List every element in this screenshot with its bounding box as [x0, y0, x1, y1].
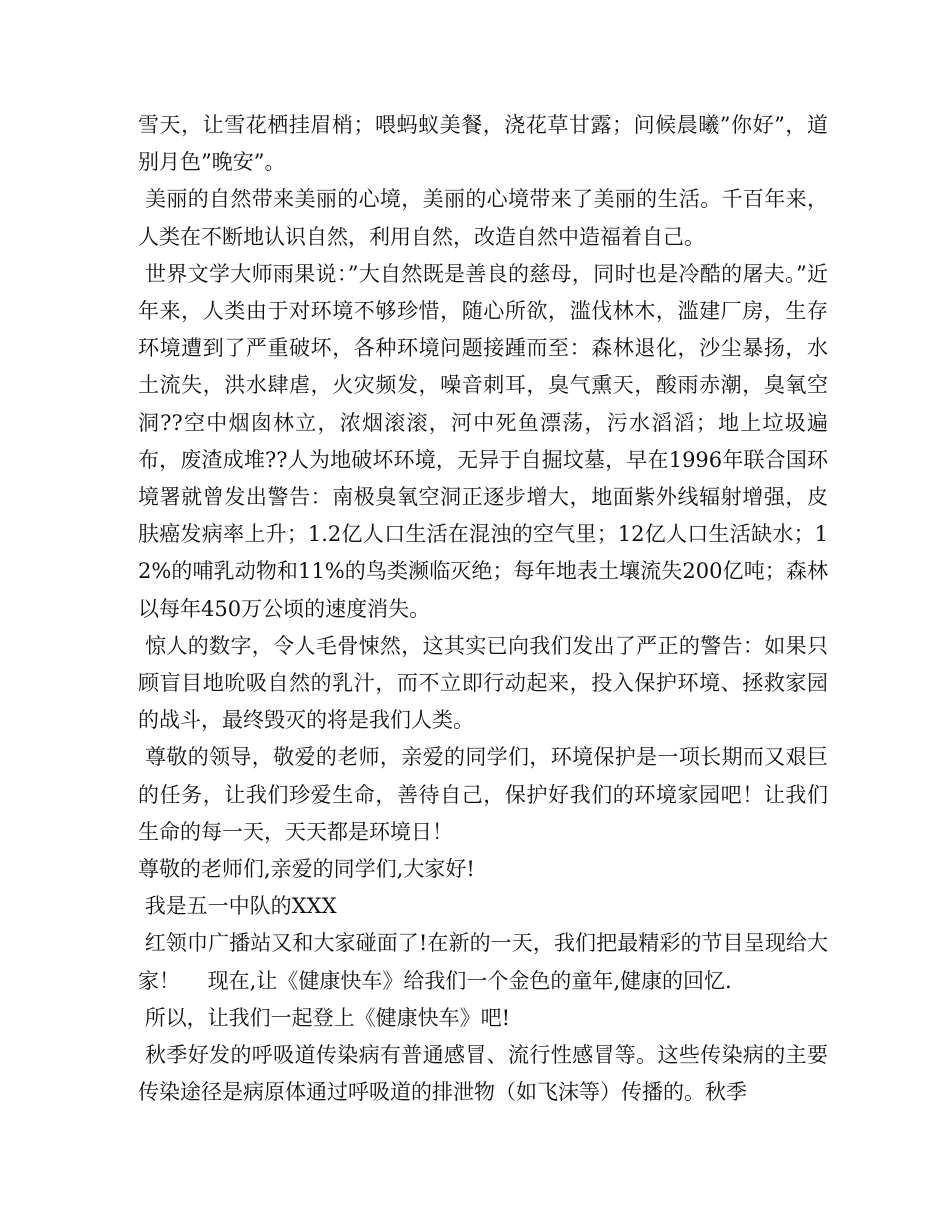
body-text — [138, 107, 828, 1111]
paragraph-self-intro: 我是五一中队的XXX — [138, 894, 337, 919]
paragraph-autumn-disease: 秋季好发的呼吸道传染病有普通感冒、流行性感冒等。这些传染病的主要传染途径是病原体通过呼吸道的排泄物（如飞沫等）传播的。秋季 — [138, 1043, 828, 1105]
paragraph-environment-call: 尊敬的领导，敬爱的老师，亲爱的同学们，环境保护是一项长期而又艰巨的任务，让我们珍爱生命，善待自己，保护好我们的环境家园吧！让我们生命的每一天，天天都是环境日！ — [138, 745, 828, 844]
paragraph-greeting: 尊敬的老师们,亲爱的同学们,大家好! — [138, 857, 475, 882]
paragraph-nature-mood: 美丽的自然带来美丽的心境，美丽的心境带来了美丽的生活。千百年来，人类在不断地认识自然，利用自然，改造自然中造福着自己。 — [138, 187, 828, 249]
paragraph-hugo-quote: 世界文学大师雨果说：”大自然既是善良的慈母，同时也是冷酷的屠夫。”近年来，人类由于对环境不够珍惜，随心所欲，滥伐林木，滥建厂房，生存环境遭到了严重破坏，各种环境问题接踵而至：森林退化，沙尘暴扬，水土流失，洪水肆虐，火灾频发，噪音刺耳，臭气熏天，酸雨赤潮，臭氧空洞??空中烟囱林立，浓烟滚滚，河中死鱼漂荡，污水滔滔；地上垃圾遍布，废渣成堆??人为地破坏环境，无异于自掘坟墓，早在1996年联合国环境署就曾发出警告：南极臭氧空洞正逐步增大，地面紫外线辐射增强，皮肤癌发病率上升；1.2亿人口生活在混浊的空气里；12亿人口生活缺水；12%的哺乳动物和11%的鸟类濒临灭绝；每年地表土壤流失200亿吨；森林以每年450万公顷的速度消失。 — [138, 261, 828, 621]
paragraph-broadcast-intro: 红领巾广播站又和大家碰面了!在新的一天，我们把最精彩的节目呈现给大家！ 现在,让《健康快车》给我们一个金色的童年,健康的回忆. — [138, 931, 828, 993]
paragraph-health-express: 所以，让我们一起登上《健康快车》吧! — [138, 1005, 511, 1030]
paragraph-snow-day: 雪天，让雪花栖挂眉梢；喂蚂蚁美餐，浇花草甘露；问候晨曦”你好”，道别月色”晚安”。 — [138, 113, 828, 175]
paragraph-shocking-numbers: 惊人的数字，令人毛骨悚然，这其实已向我们发出了严正的警告：如果只顾盲目地吮吸自然的乳汁，而不立即行动起来，投入保护环境、拯救家园的战斗，最终毁灭的将是我们人类。 — [138, 633, 828, 733]
